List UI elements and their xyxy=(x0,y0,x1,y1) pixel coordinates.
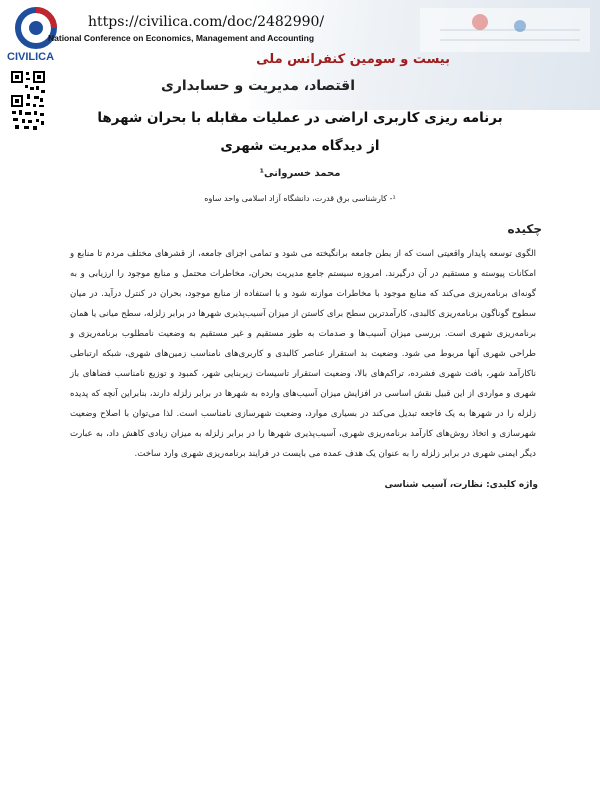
keywords-label: واژه کلیدی: xyxy=(486,480,538,490)
paper-title-line1: برنامه ریزی کاربری اراضی در عملیات مقابله با بحران شهرها xyxy=(97,110,503,126)
keywords-value: نظارت، آسیب شناسی xyxy=(384,480,483,490)
abstract-text: الگوی توسعه پایدار واقعیتی است که از بطن جامعه برانگیخته می شود و تمامی اجزای جامعه، از قشرهای مختلف مردم تا منابع و امکانات پیوسته و مستقیم در آن درگیرند. امروزه سیستم جامع مدیریت بحران، مخاطرات محتمل و منابع موجود را ارزیابی و به گونه‌ای برنامه‌ریزی می‌کند که منابع موجود با مخاطرات موازنه شود و با استفاده از منابع موجود، بحران در کنترل درآید. در میان سطوح گوناگون برنامه‌ریزی کالبدی، کارآمدترین سطح برای کاستن از میزان آسیب‌پذیری شهرها در برابر زلزله، سطح میانی یا همان برنامه‌ریزی شهری است. بررسی میزان آسیب‌ها و صدمات به طور مستقیم و غیر مستقیم به وضعیت نامطلوب برنامه‌ریزی و طراحی شهری آنها مربوط می شود. وضعیت بد استقرار عناصر کالبدی و کاربری‌های نامناسب زمین‌های شهری، شبکه ارتباطی ناکارآمد شهر، بافت شهری فشرده، تراکم‌های بالا، وضعیت استقرار تاسیسات زیربنایی شهر، کمبود و توزیع نامناسب فضاهای باز شهری و مواردی از این قبیل نقش اساسی در افزایش میزان آسیب‌های وارده به شهرها در برابر زلزله دارند، بنابراین آنچه که پدیده زلزله را در شهرها به یک فاجعه تبدیل می‌کند در بسیاری موارد، وضعیت شهرسازی نامناسب است. لذا می‌توان با اصلاح وضعیت شهرسازی و اتخاذ روش‌های کارآمد برنامه‌ریزی شهری، آسیب‌پذیری شهرها را در برابر زلزله به میزان زیادی کاهش داد، به عبارت دیگر ایمنی شهری در برابر زلزله را به عنوان یک هدف عمده می بایست در فرایند برنامه‌ریزی شهری وارد ساخت. xyxy=(70,249,536,459)
keywords xyxy=(384,480,538,490)
document-url[interactable]: https://civilica.com/doc/2482990/ xyxy=(88,14,325,30)
conference-title-fa: بیست و سومین کنفرانس ملی xyxy=(256,52,450,67)
logo-text: CIVILICA xyxy=(7,51,55,63)
qr-code-graphic xyxy=(10,70,46,132)
author-name: محمد خسروانی¹ xyxy=(259,168,341,179)
conference-title-en: National Conference on Economics, Management and Accounting xyxy=(48,33,315,43)
paper-title-line2: از دیدگاه مدیریت شهری xyxy=(220,138,380,154)
conference-subtitle-fa: اقتصاد، مدیریت و حسابداری xyxy=(161,78,355,94)
abstract-heading: چکیده xyxy=(507,222,542,236)
author-affiliation: ¹- کارشناسی برق قدرت، دانشگاه آزاد اسلامی واحد ساوه xyxy=(204,194,396,203)
qr-code xyxy=(10,70,46,132)
